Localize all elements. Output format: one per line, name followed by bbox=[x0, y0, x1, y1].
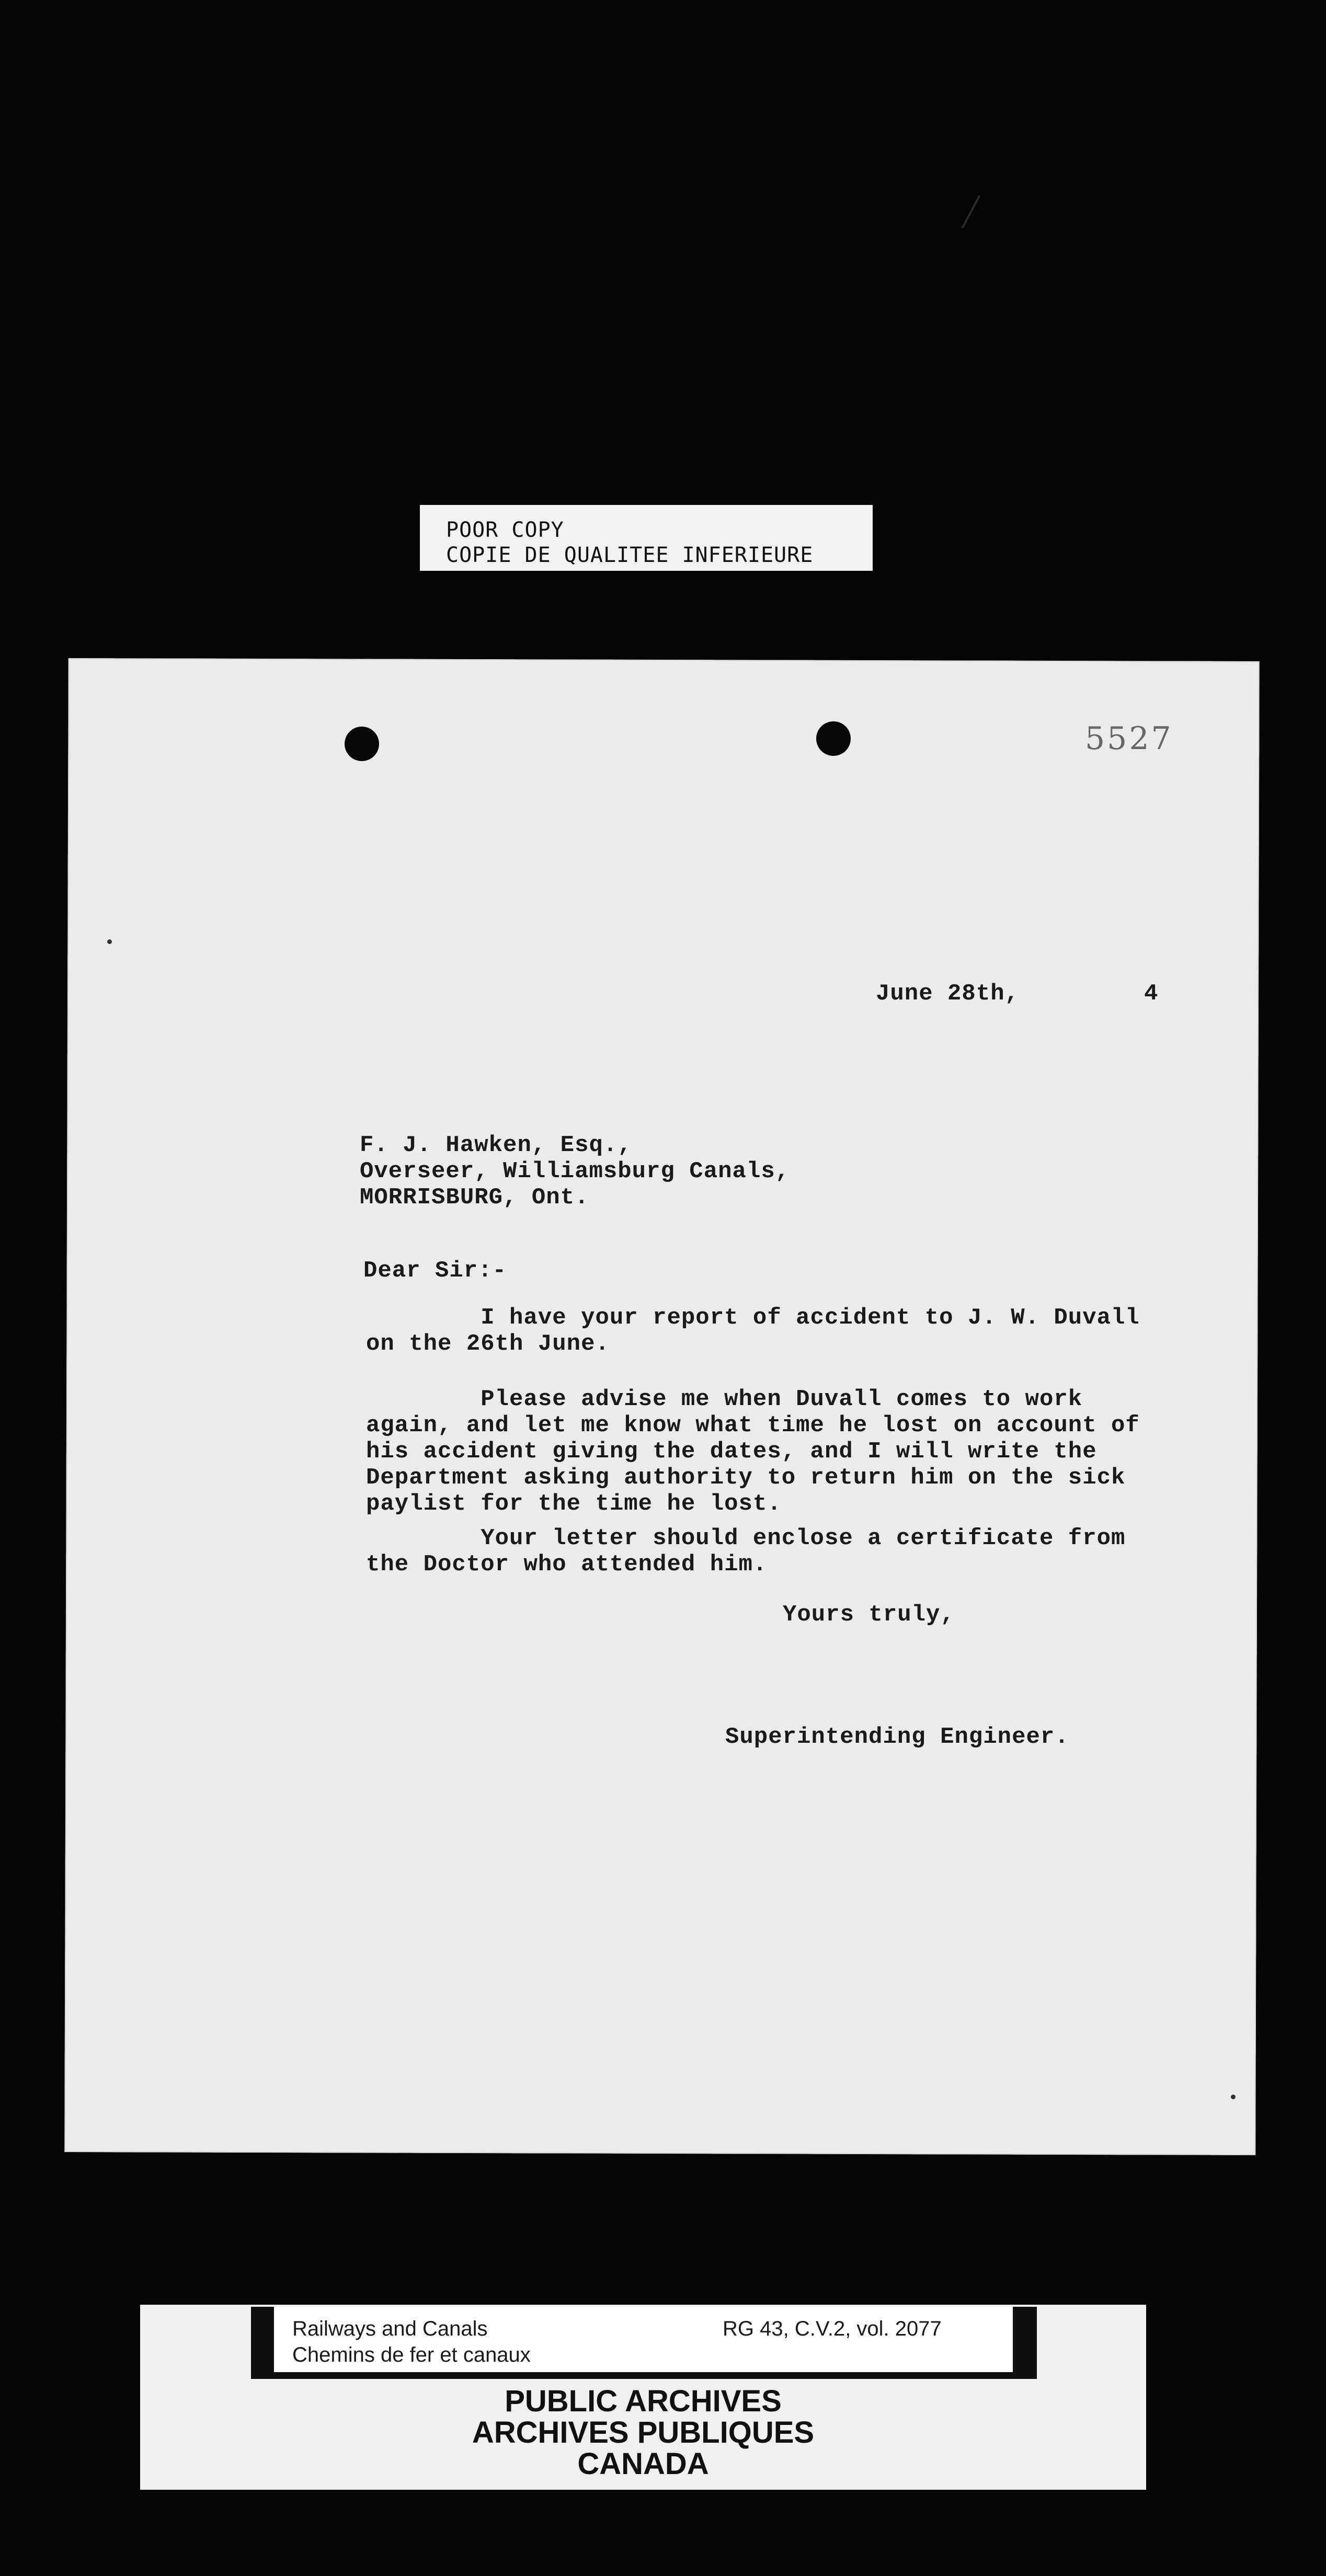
institution-country: CANADA bbox=[577, 2447, 709, 2481]
closing: Yours truly, bbox=[783, 1602, 955, 1628]
speck bbox=[1231, 2095, 1236, 2099]
recipient-line-3: MORRISBURG, Ont. bbox=[360, 1184, 589, 1211]
recipient-line-2: Overseer, Williamsburg Canals, bbox=[360, 1158, 790, 1184]
poor-copy-line-en: POOR COPY bbox=[446, 518, 564, 542]
paragraph-1: I have your report of accident to J. W. Duvall on the 26th June. bbox=[366, 1305, 1140, 1357]
signature-title: Superintending Engineer. bbox=[725, 1724, 1069, 1750]
archive-reference: RG 43, C.V.2, vol. 2077 bbox=[723, 2317, 942, 2340]
document-number: 5527 bbox=[1085, 720, 1173, 757]
paragraph-2: Please advise me when Duvall comes to work again, and let me know what time he lost on account of his accident giving the dates, and I will write the Department asking authority to return him on the sick paylist for the time he lost. bbox=[366, 1386, 1140, 1517]
punch-hole-left bbox=[345, 727, 379, 761]
fonds-name-fr: Chemins de fer et canaux bbox=[292, 2343, 531, 2366]
film-scratch bbox=[962, 195, 980, 228]
paragraph-3: Your letter should enclose a certificate from the Doctor who attended him. bbox=[366, 1525, 1126, 1578]
fonds-name-en: Railways and Canals bbox=[292, 2317, 488, 2340]
letter-date: June 28th, bbox=[876, 981, 1020, 1007]
salutation: Dear Sir:- bbox=[363, 1258, 507, 1284]
institution-name-fr: ARCHIVES PUBLIQUES bbox=[472, 2416, 815, 2450]
date-mark: 4 bbox=[1144, 981, 1159, 1007]
speck bbox=[107, 939, 112, 944]
recipient-line-1: F. J. Hawken, Esq., bbox=[360, 1132, 632, 1158]
institution-name-en: PUBLIC ARCHIVES bbox=[505, 2384, 782, 2418]
punch-hole-right bbox=[816, 721, 851, 756]
poor-copy-line-fr: COPIE DE QUALITEE INFERIEURE bbox=[446, 543, 814, 567]
poor-copy-stamp bbox=[420, 505, 873, 571]
archive-label bbox=[274, 2307, 1013, 2372]
